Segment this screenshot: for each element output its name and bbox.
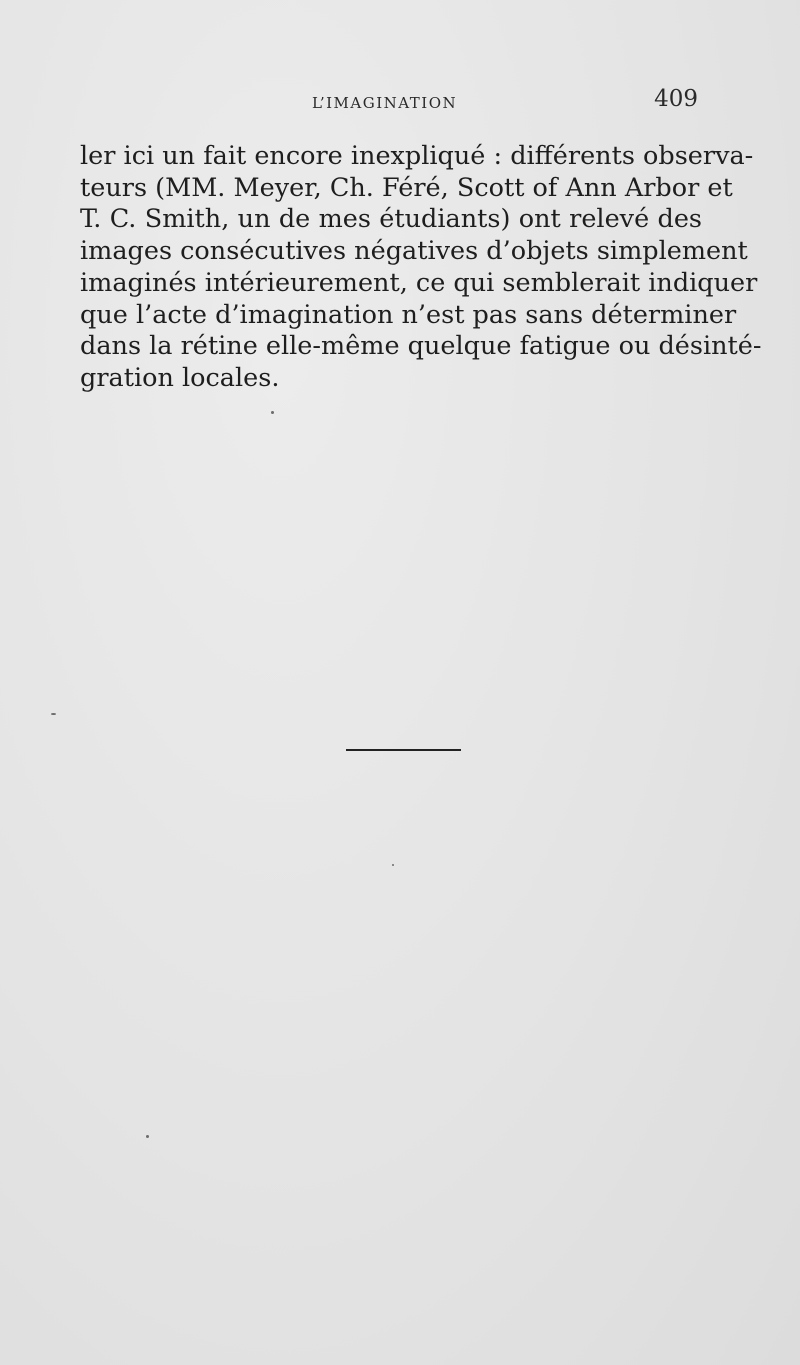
body-paragraph [80, 141, 762, 395]
text-line: dans la rétine elle-même quelque fatigue ou désinté- [80, 331, 762, 362]
running-head [80, 84, 700, 116]
running-title: L’IMAGINATION [312, 94, 458, 112]
paper-speck [146, 1135, 149, 1138]
text-line: ler ici un fait encore inexpliqué : différents observa- [80, 141, 754, 171]
paper-speck [271, 411, 274, 414]
paper-speck [392, 864, 394, 866]
text-line: teurs (MM. Meyer, Ch. Féré, Scott of Ann Arbor et [80, 172, 733, 203]
text-line: que l’acte d’imagination n’est pas sans déterminer [80, 299, 737, 330]
paper-speck [51, 713, 56, 715]
page-number: 409 [654, 86, 698, 112]
end-rule [346, 749, 461, 751]
text-line: imaginés intérieurement, ce qui semblerait indiquer [80, 267, 758, 298]
text-line: gration locales. [80, 362, 280, 393]
text-line: images consécutives négatives d’objets simplement [80, 236, 748, 267]
text-line: T. C. Smith, un de mes étudiants) ont relevé des [80, 204, 702, 235]
